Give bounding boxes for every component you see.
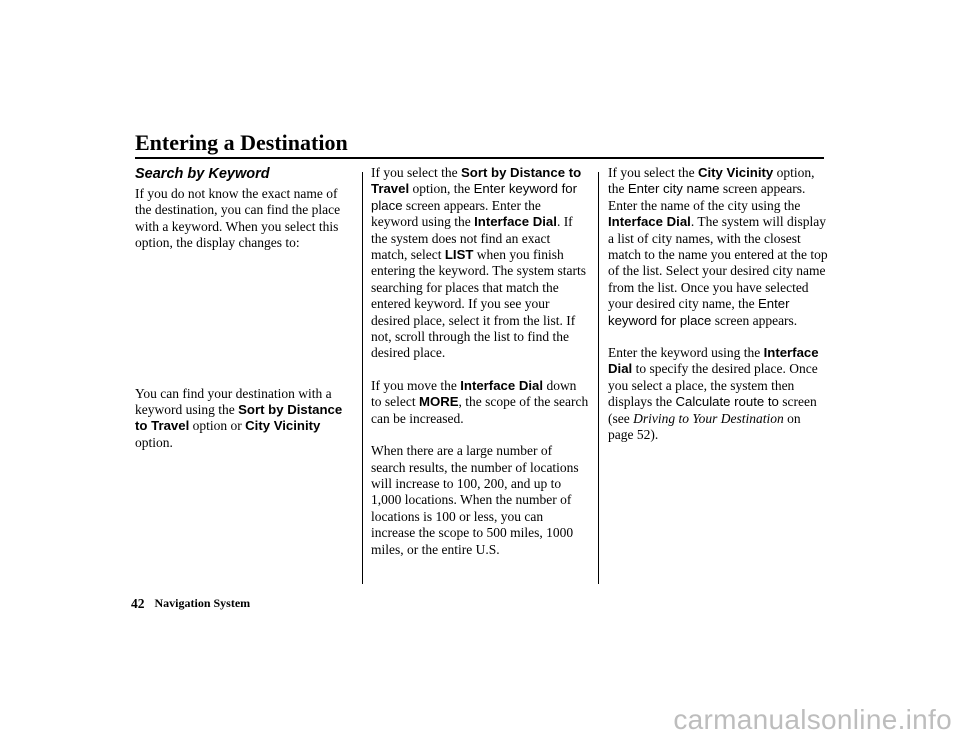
col1-paragraph-1: If you do not know the exact name of the destination, you can find the place with a keyword. When you select this option, the display changes to:	[135, 186, 341, 251]
text-run: option.	[135, 434, 173, 450]
text-run: Enter the keyword using the	[608, 345, 764, 361]
watermark: carmanualsonline.info	[673, 704, 952, 735]
column-divider-1	[362, 172, 363, 584]
column-2	[371, 165, 589, 574]
option-city-vicinity: City Vicinity	[697, 165, 774, 180]
text-run: screen (see	[608, 394, 817, 426]
option-sort-by-distance: Sort by Distance to Travel	[135, 402, 343, 434]
text-run: option, the	[608, 165, 815, 197]
text-run: If you move the	[371, 377, 461, 393]
text-run: to specify the desired place. Once you select a place, the system then displays the	[608, 361, 818, 410]
page-number: 42	[131, 596, 145, 611]
screen-name-enter-city: Enter city name	[627, 181, 720, 197]
text-run: down to select	[371, 377, 577, 410]
text-run: screen appears. Enter the keyword using the	[371, 197, 541, 230]
screen-name-calculate-route: Calculate route to	[675, 394, 779, 410]
text-run: when you finish entering the keyword. The system starts searching for places that match the entered keyword. If you see your desired place, select it from the list. If not, scroll through the list to find the desired place.	[371, 247, 586, 361]
cross-reference-link[interactable]: Driving to Your Destination	[633, 410, 784, 426]
screen-name-enter-keyword: Enter keyword for place	[371, 181, 577, 213]
control-interface-dial: Interface Dial	[608, 214, 691, 230]
text-run: option, the	[409, 181, 474, 197]
page-footer	[131, 596, 250, 612]
control-interface-dial: Interface Dial	[474, 214, 557, 230]
col2-paragraph-3: When there are a large number of search results, the number of locations will increase to 100, 200, and up to 1,000 locations. When the number of locations is 100 or less, you can increase the scope to 500 miles, 1000 miles, or the entire U.S.	[371, 443, 579, 557]
control-list: LIST	[444, 247, 474, 263]
text-run: on page 52).	[608, 410, 801, 443]
text-run: screen appears. Enter the name of the city using the	[608, 181, 806, 213]
col2-paragraph-1	[371, 165, 589, 362]
col1-paragraph-2	[135, 386, 353, 452]
text-run: screen appears.	[711, 312, 798, 328]
option-city-vicinity: City Vicinity	[245, 418, 321, 434]
column-3	[608, 165, 828, 460]
manual-name: Navigation System	[154, 596, 251, 610]
col3-paragraph-1	[608, 165, 828, 329]
col2-paragraph-2	[371, 378, 589, 427]
screen-image-placeholder	[135, 268, 353, 386]
text-run: . If the system does not find an exact match, select	[371, 214, 573, 263]
text-run: option or	[189, 418, 246, 434]
column-1	[135, 165, 353, 467]
col3-paragraph-2	[608, 345, 828, 443]
text-run: , the scope of the search can be increased.	[371, 394, 589, 426]
control-more: MORE	[418, 394, 459, 410]
control-interface-dial: Interface Dial	[608, 345, 819, 377]
screen-name-enter-keyword: Enter keyword for place	[608, 296, 790, 328]
title-rule	[135, 157, 824, 159]
text-run: You can find your destination with a keyword using the	[135, 385, 332, 418]
text-run: . The system will display a list of city names, with the closest match to the name you entered at the top of the list. Select your desired city name from the list. Once you have selected your desired city name, the	[608, 214, 828, 312]
control-interface-dial: Interface Dial	[460, 377, 544, 393]
text-run: If you select the	[371, 165, 461, 180]
option-sort-by-distance: Sort by Distance to Travel	[371, 165, 582, 197]
section-heading: Search by Keyword	[135, 166, 270, 182]
text-run: If you select the	[608, 165, 698, 180]
page-title: Entering a Destination	[135, 130, 348, 155]
column-divider-2	[598, 172, 599, 584]
